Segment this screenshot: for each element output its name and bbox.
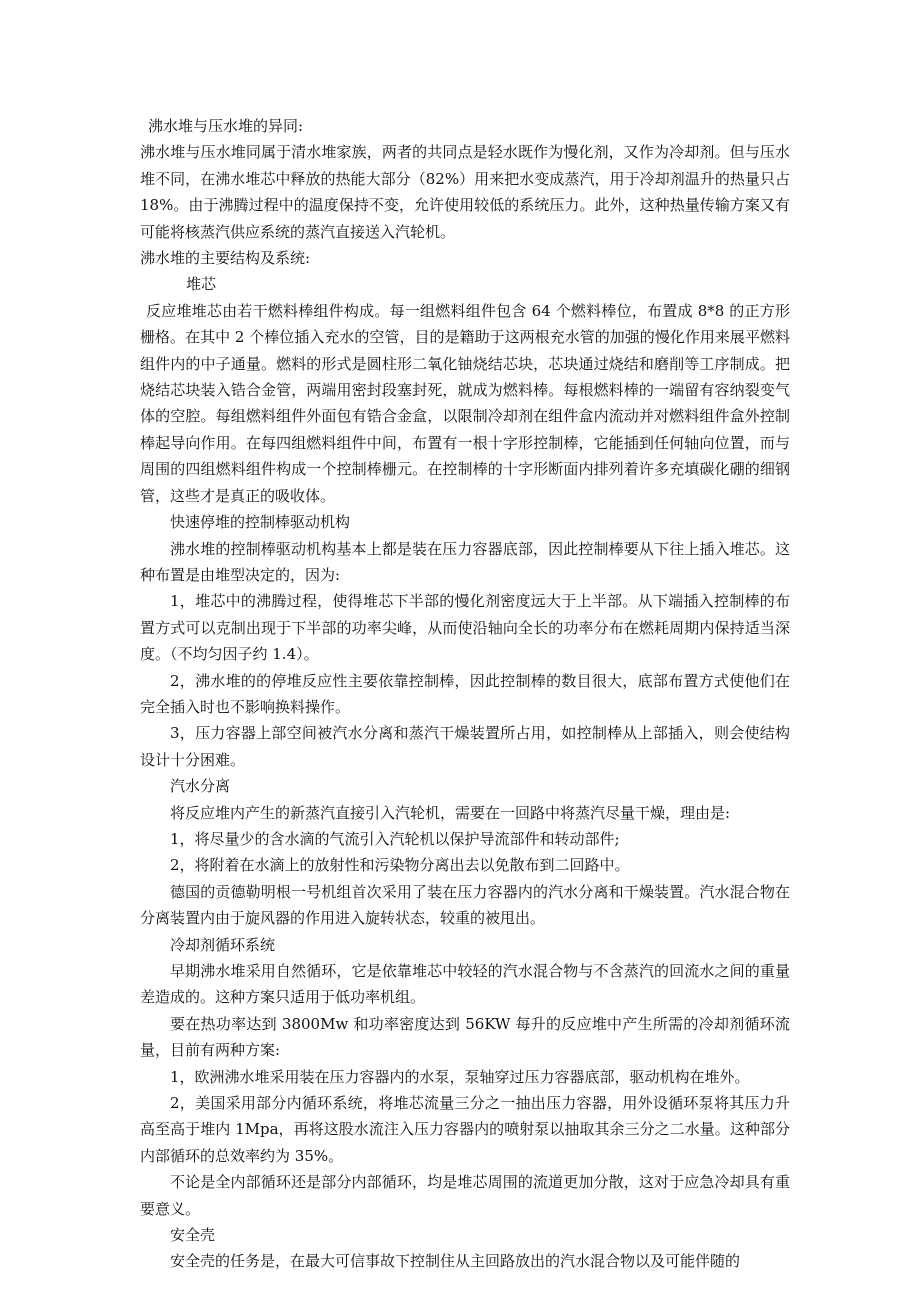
steam-separation-paragraph-2: 德国的贡德勒明根一号机组首次采用了装在压力容器内的汽水分离和干燥装置。汽水混合物在分离装置内由于旋风器的作用进入旋转状态，较重的被甩出。 [140,882,790,928]
containment-paragraph: 安全壳的任务是，在最大可信事故下控制住从主回路放出的汽水混合物以及可能伴随的 [170,1252,741,1271]
heading-control-rod-drive: 快速停堆的控制棒驱动机构 [170,513,351,532]
heading-coolant-circulation: 冷却剂循环系统 [170,935,276,954]
coolant-item-1: 1，欧洲沸水堆采用装在压力容器内的水泵，泵轴穿过压力容器底部，驱动机构在堆外。 [170,1067,750,1086]
coolant-paragraph-3: 不论是全内部循环还是部分内部循环，均是堆芯周围的流道更加分散，这对于应急冷却具有重要意义。 [140,1173,790,1218]
coolant-item-2: 2，美国采用部分内循环系统，将堆芯流量三分之一抽出压力容器，用外设循环泵将其压力升高至高于堆内 1Mpa，再将这股水流注入压力容器内的喷射泵以抽取其余三分之二水量。这种部分内部循环的总效率约为 35%。 [140,1094,790,1165]
intro-paragraph: 沸水堆与压水堆同属于清水堆家族，两者的共同点是轻水既作为慢化剂，又作为冷却剂。但与压水堆不同，在沸水堆芯中释放的热能大部分（82%）用来把水变成蒸汽，用于冷却剂温升的热量只占 18%。由于沸腾过程中的温度保持不变，允许使用较低的系统压力。此外，这种热量传输方案又有可能将核蒸汽供应系统的蒸汽直接送入汽轮机。 [140,143,790,241]
steam-separation-item-2: 2，将附着在水滴上的放射性和污染物分离出去以免散布到二回路中。 [170,856,630,875]
coolant-paragraph-2: 要在热功率达到 3800Mw 和功率密度达到 56KW 每升的反应堆中产生所需的冷却剂循环流量，目前有两种方案: [140,1014,790,1060]
heading-containment: 安全壳 [170,1226,216,1245]
document-title: 沸水堆与压水堆的异同: [148,117,304,135]
steam-separation-item-1: 1，将尽量少的含水滴的气流引入汽轮机以保护导流部件和转动部件; [170,829,620,848]
control-rod-drive-item-1: 1，堆芯中的沸腾过程，使得堆芯下半部的慢化剂密度远大于上半部。从下端插入控制棒的布置方式可以克制出现于下半部的功率尖峰，从而使沿轴向全长的功率分布在燃耗周期内保持适当深度。（不均匀因子约 1.4）。 [140,592,790,664]
control-rod-drive-item-3: 3，压力容器上部空间被汽水分离和蒸汽干燥装置所占用，如控制棒从上部插入，则会使结构设计十分困难。 [140,724,790,769]
document-body [140,113,790,1275]
control-rod-drive-paragraph: 沸水堆的控制棒驱动机构基本上都是装在压力容器底部，因此控制棒要从下往上插入堆芯。这种布置是由堆型决定的，因为: [140,539,790,584]
section-heading-main-structure: 沸水堆的主要结构及系统: [140,249,311,268]
coolant-paragraph-1: 早期沸水堆采用自然循环，它是依靠堆芯中较轻的汽水混合物与不含蒸汽的回流水之间的重量差造成的。这种方案只适用于低功率机组。 [140,962,790,1007]
core-paragraph: 反应堆堆芯由若干燃料棒组件构成。每一组燃料组件包含 64 个燃料棒位，布置成 8*8 的正方形栅格。在其中 2 个棒位插入充水的空管，目的是籍助于这两根充水管的加强的慢化作用来展平燃料组件内的中子通量。燃料的形式是圆柱形二氧化铀烧结芯块，芯块通过烧结和磨削等工序制成。把烧结芯块装入锆合金管，两端用密封段塞封死，就成为燃料棒。每根燃料棒的一端留有容纳裂变气体的空腔。每组燃料组件外面包有锆合金盒，以限制冷却剂在组件盒内流动并对燃料组件盒外控制棒起导向作用。在每四组燃料组件中间，布置有一根十字形控制棒，它能插到任何轴向位置，而与周围的四组燃料组件构成一个控制棒栅元。在控制棒的十字形断面内排列着许多充填碳化硼的细钢管，这些才是真正的吸收体。 [140,301,790,505]
heading-core: 堆芯 [186,275,217,294]
heading-steam-separation: 汽水分离 [170,777,231,796]
control-rod-drive-item-2: 2，沸水堆的的停堆反应性主要依靠控制棒，因此控制棒的数目很大，底部布置方式使他们在完全插入时也不影响换料操作。 [140,671,790,716]
steam-separation-paragraph: 将反应堆内产生的新蒸汽直接引入汽轮机，需要在一回路中将蒸汽尽量干燥，理由是: [170,803,731,822]
